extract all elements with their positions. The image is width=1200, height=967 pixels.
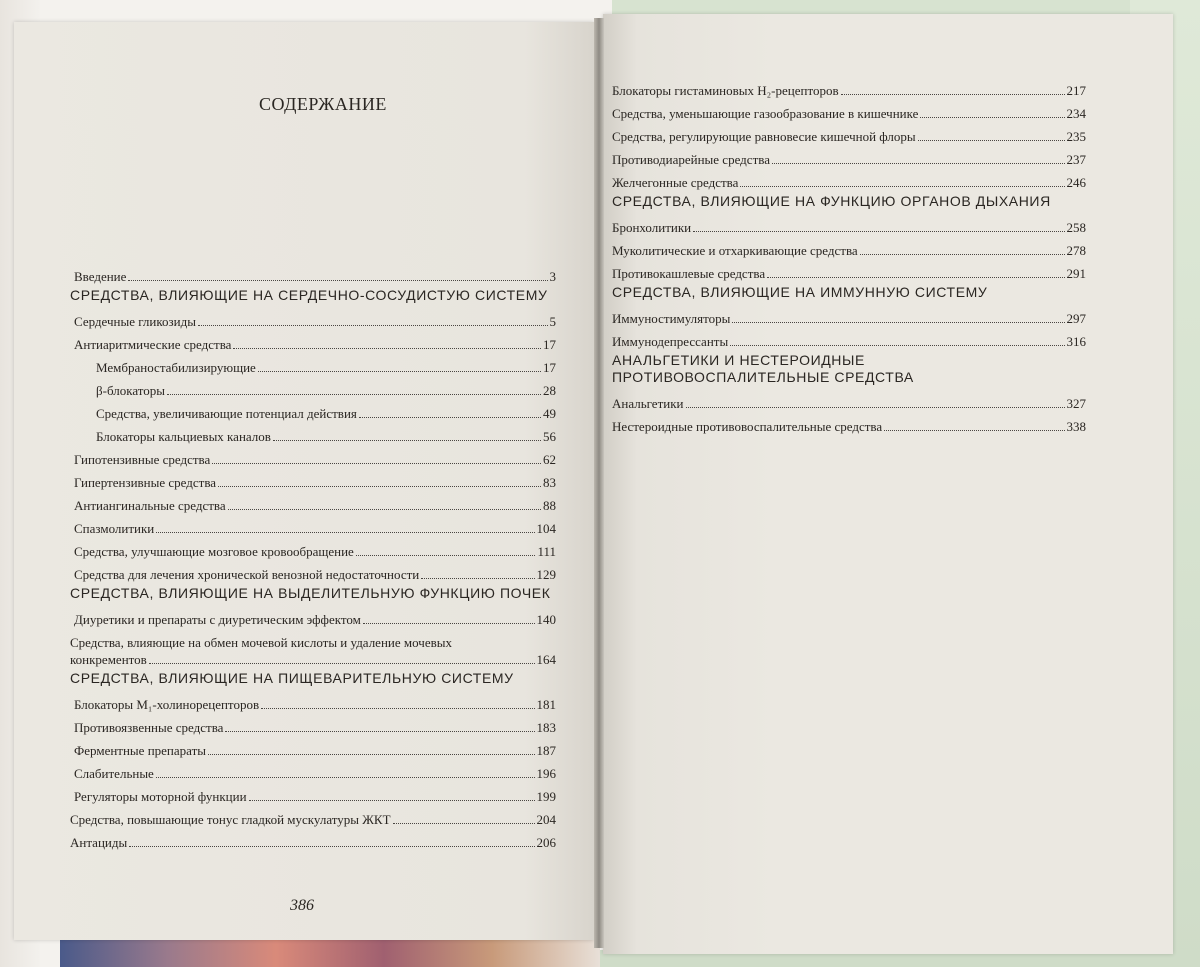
toc-page-number: 278: [1066, 243, 1086, 258]
toc-entry: [612, 259, 1086, 282]
toc-entry: [70, 468, 556, 491]
toc-entry: [70, 805, 556, 828]
toc-entry: [70, 491, 556, 514]
dot-leader: [156, 532, 534, 533]
toc-page-number: 206: [536, 835, 556, 850]
toc-entry: [70, 376, 556, 399]
toc-entry: [612, 327, 1086, 350]
toc-entry-label: Блокаторы кальциевых каналов: [96, 429, 271, 444]
toc-entry-label: Средства, увеличивающие потенциал действия: [96, 406, 357, 421]
toc-entry-label: Иммунодепрессанты: [612, 334, 729, 349]
toc-page-number: 199: [536, 789, 556, 804]
toc-page-number: 196: [536, 766, 556, 781]
dot-leader: [356, 555, 536, 556]
toc-entry-label: Блокаторы М₁-холинорецепторов: [74, 697, 260, 712]
toc-entry-label: Желчегонные средства: [612, 175, 739, 190]
dot-leader: [686, 407, 1065, 408]
toc-entry: [612, 99, 1086, 122]
toc-entry-label: Антиангинальные средства: [74, 498, 226, 513]
dot-leader: [693, 231, 1064, 232]
toc-entry: [70, 690, 556, 713]
dot-leader: [732, 322, 1064, 323]
toc-entry-label: Антациды: [70, 835, 128, 850]
dot-leader: [841, 94, 1065, 95]
toc-entry-label: Введение: [74, 269, 127, 284]
toc-entry: [612, 213, 1086, 236]
dot-leader: [730, 345, 1064, 346]
dot-leader: [920, 117, 1064, 118]
dot-leader: [258, 371, 541, 372]
toc-entry-label-continued: конкрементов: [70, 652, 147, 667]
toc-entry-label: Средства, уменьшающие газообразование в кишечнике: [612, 106, 919, 121]
toc-entry: [70, 828, 556, 851]
toc-entry: [70, 628, 556, 668]
dot-leader: [156, 777, 535, 778]
book-spine: [594, 18, 604, 948]
toc-page-number: 327: [1066, 396, 1086, 411]
toc-entry-label: Средства для лечения хронической венозной недостаточности: [74, 567, 420, 582]
toc-entry: [612, 76, 1086, 99]
toc-entry-label: Блокаторы гистаминовых H₂-рецепторов: [612, 83, 839, 98]
toc-page-number: 83: [543, 475, 556, 490]
toc-section-heading: СРЕДСТВА, ВЛИЯЮЩИЕ НА ФУНКЦИЮ ОРГАНОВ ДЫХАНИЯ: [612, 193, 1051, 209]
dot-leader: [218, 486, 541, 487]
toc-page-number: 258: [1066, 220, 1086, 235]
toc-entry: [70, 330, 556, 353]
toc-page-number: 183: [536, 720, 556, 735]
toc-section-heading: СРЕДСТВА, ВЛИЯЮЩИЕ НА ИММУННУЮ СИСТЕМУ: [612, 284, 988, 300]
toc-entry-label: Противоязвенные средства: [74, 720, 224, 735]
toc-page-number: 234: [1066, 106, 1086, 121]
toc-entry: [612, 389, 1086, 412]
toc-page-number: 297: [1066, 311, 1086, 326]
toc-entry: [70, 399, 556, 422]
dot-leader: [129, 846, 534, 847]
toc-page-number: 204: [536, 812, 556, 827]
toc-entry: [612, 304, 1086, 327]
toc-entry: [612, 145, 1086, 168]
toc-page-number: 17: [543, 337, 556, 352]
toc-entry-label: Противокашлевые средства: [612, 266, 766, 281]
toc-entry: [612, 168, 1086, 191]
toc-entry: [70, 422, 556, 445]
toc-page-number: 49: [543, 406, 556, 421]
toc-entry-label: Средства, регулирующие равновесие кишечной флоры: [612, 129, 916, 144]
page-number: 386: [290, 897, 314, 914]
toc-entry: [70, 759, 556, 782]
toc-entry: [70, 307, 556, 330]
toc-entry: [70, 514, 556, 537]
toc-section-heading: СРЕДСТВА, ВЛИЯЮЩИЕ НА ПИЩЕВАРИТЕЛЬНУЮ СИСТЕМУ: [70, 670, 514, 686]
dot-leader: [363, 623, 535, 624]
dot-leader: [233, 348, 541, 349]
toc-page-number: 56: [543, 429, 556, 444]
toc-entry-label: Антиаритмические средства: [74, 337, 232, 352]
dot-leader: [884, 430, 1064, 431]
book-cover-strip: [60, 940, 600, 967]
toc-page-number: 88: [543, 498, 556, 513]
toc-page-number: 5: [549, 314, 556, 329]
dot-leader: [860, 254, 1065, 255]
toc-page-number: 164: [536, 652, 556, 667]
toc-page-number: 291: [1066, 266, 1086, 281]
toc-entry: [70, 445, 556, 468]
toc-section-heading: СРЕДСТВА, ВЛИЯЮЩИЕ НА ВЫДЕЛИТЕЛЬНУЮ ФУНКЦИЮ ПОЧЕК: [70, 585, 551, 601]
toc-page-number: 3: [549, 269, 556, 284]
toc-entry-label: Средства, влияющие на обмен мочевой кислоты и удаление мочевых: [70, 635, 452, 650]
toc-entry: [612, 412, 1086, 435]
toc-page-number: 246: [1066, 175, 1086, 190]
dot-leader: [273, 440, 541, 441]
toc-entry-label: Регуляторы моторной функции: [74, 789, 247, 804]
toc-entry: [70, 736, 556, 759]
toc-entry: [70, 605, 556, 628]
toc-page-number: 104: [536, 521, 556, 536]
dot-leader: [359, 417, 541, 418]
toc-entry-label: Спазмолитики: [74, 521, 155, 536]
toc-entry-label: Гипертензивные средства: [74, 475, 217, 490]
toc-entry-label: Средства, улучшающие мозговое кровообращение: [74, 544, 354, 559]
dot-leader: [228, 509, 541, 510]
toc-section-heading: СРЕДСТВА, ВЛИЯЮЩИЕ НА СЕРДЕЧНО-СОСУДИСТУЮ СИСТЕМУ: [70, 287, 548, 303]
toc-section-heading: АНАЛЬГЕТИКИ И НЕСТЕРОИДНЫЕ ПРОТИВОВОСПАЛИТЕЛЬНЫЕ СРЕДСТВА: [612, 352, 914, 385]
toc-page-number: 316: [1066, 334, 1086, 349]
dot-leader: [421, 578, 534, 579]
toc-left-list: [70, 262, 556, 851]
dot-leader: [198, 325, 548, 326]
dot-leader: [772, 163, 1065, 164]
dot-leader: [167, 394, 541, 395]
toc-entry: [612, 236, 1086, 259]
toc-entry: [70, 713, 556, 736]
toc-entry: [70, 782, 556, 805]
toc-entry-label: Противодиарейные средства: [612, 152, 770, 167]
toc-entry-label: β-блокаторы: [96, 383, 166, 398]
dot-leader: [225, 731, 534, 732]
page-title: СОДЕРЖАНИЕ: [259, 94, 387, 114]
toc-page-number: 111: [537, 544, 556, 559]
dot-leader: [208, 754, 535, 755]
toc-entry-label: Анальгетики: [612, 396, 684, 411]
toc-page-number: 17: [543, 360, 556, 375]
toc-right-list: [612, 76, 1086, 435]
toc-page-number: 338: [1066, 419, 1086, 434]
toc-entry-label: Муколитические и отхаркивающие средства: [612, 243, 858, 258]
toc-page-number: 235: [1066, 129, 1086, 144]
toc-entry-label: Слабительные: [74, 766, 154, 781]
toc-entry-label: Ферментные препараты: [74, 743, 206, 758]
dot-leader: [767, 277, 1064, 278]
toc-page-number: 62: [543, 452, 556, 467]
toc-entry-label: Средства, повышающие тонус гладкой мускулатуры ЖКТ: [70, 812, 391, 827]
toc-entry-label: Иммуностимуляторы: [612, 311, 731, 326]
toc-entry: [70, 262, 556, 285]
toc-entry-label: Нестероидные противовоспалительные средства: [612, 419, 883, 434]
toc-page-number: 140: [536, 612, 556, 627]
toc-page-number: 28: [543, 383, 556, 398]
dot-leader: [740, 186, 1064, 187]
toc-page-number: 187: [536, 743, 556, 758]
toc-entry-label: Диуретики и препараты с диуретическим эффектом: [74, 612, 361, 627]
toc-entry: [70, 537, 556, 560]
toc-entry-label: Сердечные гликозиды: [74, 314, 196, 329]
toc-entry: [70, 353, 556, 376]
toc-page-number: 129: [536, 567, 556, 582]
dot-leader: [128, 280, 547, 281]
toc-entry: [612, 122, 1086, 145]
dot-leader: [261, 708, 534, 709]
toc-page-number: 217: [1066, 83, 1086, 98]
toc-entry-label: Бронхолитики: [612, 220, 692, 235]
toc-entry-label: Мембраностабилизирующие: [96, 360, 256, 375]
dot-leader: [249, 800, 535, 801]
toc-page-number: 237: [1066, 152, 1086, 167]
dot-leader: [918, 140, 1065, 141]
toc-entry: [70, 560, 556, 583]
dot-leader: [393, 823, 535, 824]
dot-leader: [149, 663, 535, 664]
toc-page-number: 181: [536, 697, 556, 712]
dot-leader: [212, 463, 541, 464]
toc-entry-label: Гипотензивные средства: [74, 452, 211, 467]
